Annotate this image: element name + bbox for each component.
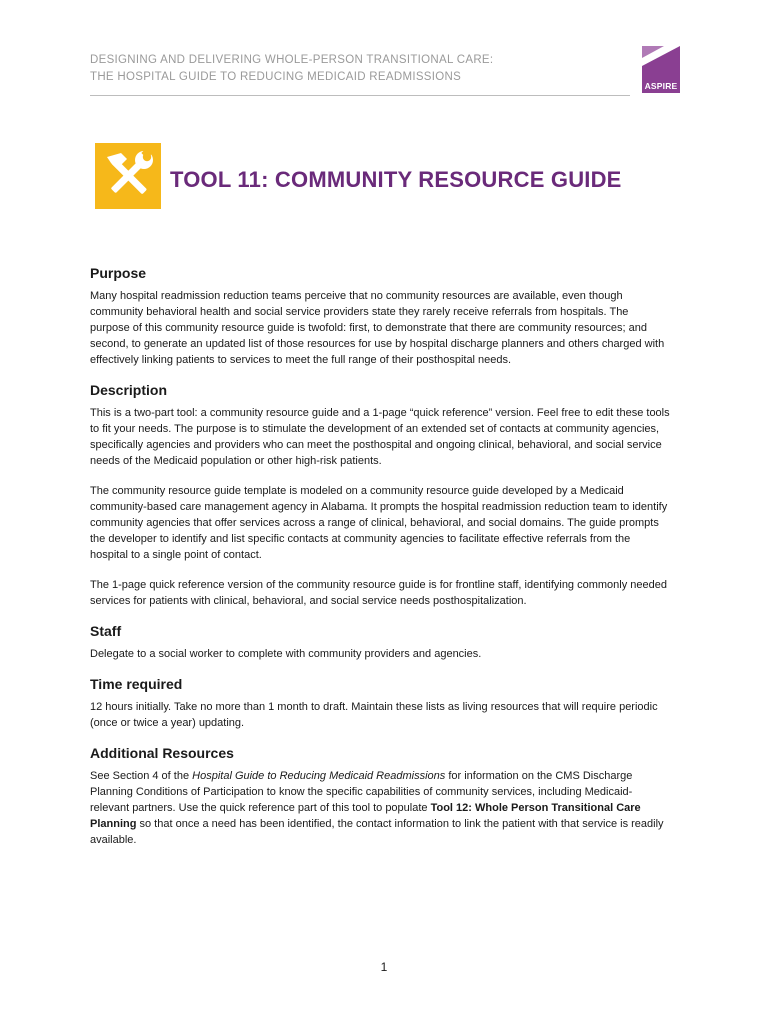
header-line-1: DESIGNING AND DELIVERING WHOLE-PERSON TRANSITIONAL CARE: [90,54,494,66]
purpose-section [90,265,670,368]
staff-heading: Staff [90,623,122,639]
document-header [90,52,630,96]
page-number: 1 [380,960,388,974]
additional-resources-section [90,745,670,848]
hospital-guide-title: Hospital Guide to Reducing Medicaid Readmissions [192,770,446,782]
hammer-wrench-icon [95,143,161,209]
description-paragraph-2: The community resource guide template is modeled on a community resource guide developed by a Medicaid community-based care management agency in Alabama. It prompts the hospital readmission reduction team to identify community agencies that offer services across a range of clinical, behavioral, and social domains. The guide prompts the developer to identify and list specific contacts at community agencies to facilitate effective referrals from the hospital to a single point of contact. [90,485,668,561]
aspire-logo [642,46,680,93]
description-heading: Description [90,382,168,398]
description-section [90,382,670,609]
tool-12-reference: Tool 12: Whole Person Transitional Care Planning [90,802,641,830]
additional-resources-paragraph [90,768,670,848]
additional-text-c: so that once a need has been identified, the contact information to link the patient with that service is readily available. [90,818,664,846]
time-required-section [90,676,670,731]
additional-resources-heading: Additional Resources [90,745,234,761]
logo-triangle-accent [642,46,664,58]
purpose-heading: Purpose [90,265,147,281]
additional-text-a: See Section 4 of the [90,770,193,782]
time-required-paragraph: 12 hours initially. Take no more than 1 month to draft. Maintain these lists as living resources that will require periodic (once or twice a year) updating. [90,701,658,729]
header-line-2: THE HOSPITAL GUIDE TO REDUCING MEDICAID READMISSIONS [90,71,462,83]
time-required-heading: Time required [90,676,183,692]
additional-text-b: for information on the CMS Discharge Planning Conditions of Participation to know the specific capabilities of community services, including Medicaid-relevant partners. Use the quick reference part of this tool to populate [90,770,633,814]
description-paragraph-3: The 1-page quick reference version of the community resource guide is for frontline staff, identifying commonly needed services for patients with clinical, behavioral, and social service needs posthospitalization. [90,579,667,607]
staff-section [90,623,670,662]
description-paragraph-1: This is a two-part tool: a community resource guide and a 1-page “quick reference” version. Feel free to edit these tools to fit your needs. The purpose is to stimulate the development of an extended set of contacts at community agencies, specifically agencies and providers who can meet the posthospital and ongoing clinical, behavioral, and social service needs of the Medicaid population or other high-risk patients. [90,407,670,467]
purpose-paragraph: Many hospital readmission reduction teams perceive that no community resources are available, even though community behavioral health and social service providers state they rarely receive referrals from hospitals. The purpose of this community resource guide is twofold: first, to demonstrate that there are community resources; and second, to generate an updated list of those resources for use by hospital discharge planners and others charged with effectively linking patients to services to meet the full range of their posthospital needs. [90,290,665,366]
tool-title: TOOL 11: COMMUNITY RESOURCE GUIDE [170,167,622,192]
document-body [90,265,670,862]
staff-paragraph: Delegate to a social worker to complete with community providers and agencies. [90,648,482,660]
logo-text: ASPIRE [644,81,678,91]
